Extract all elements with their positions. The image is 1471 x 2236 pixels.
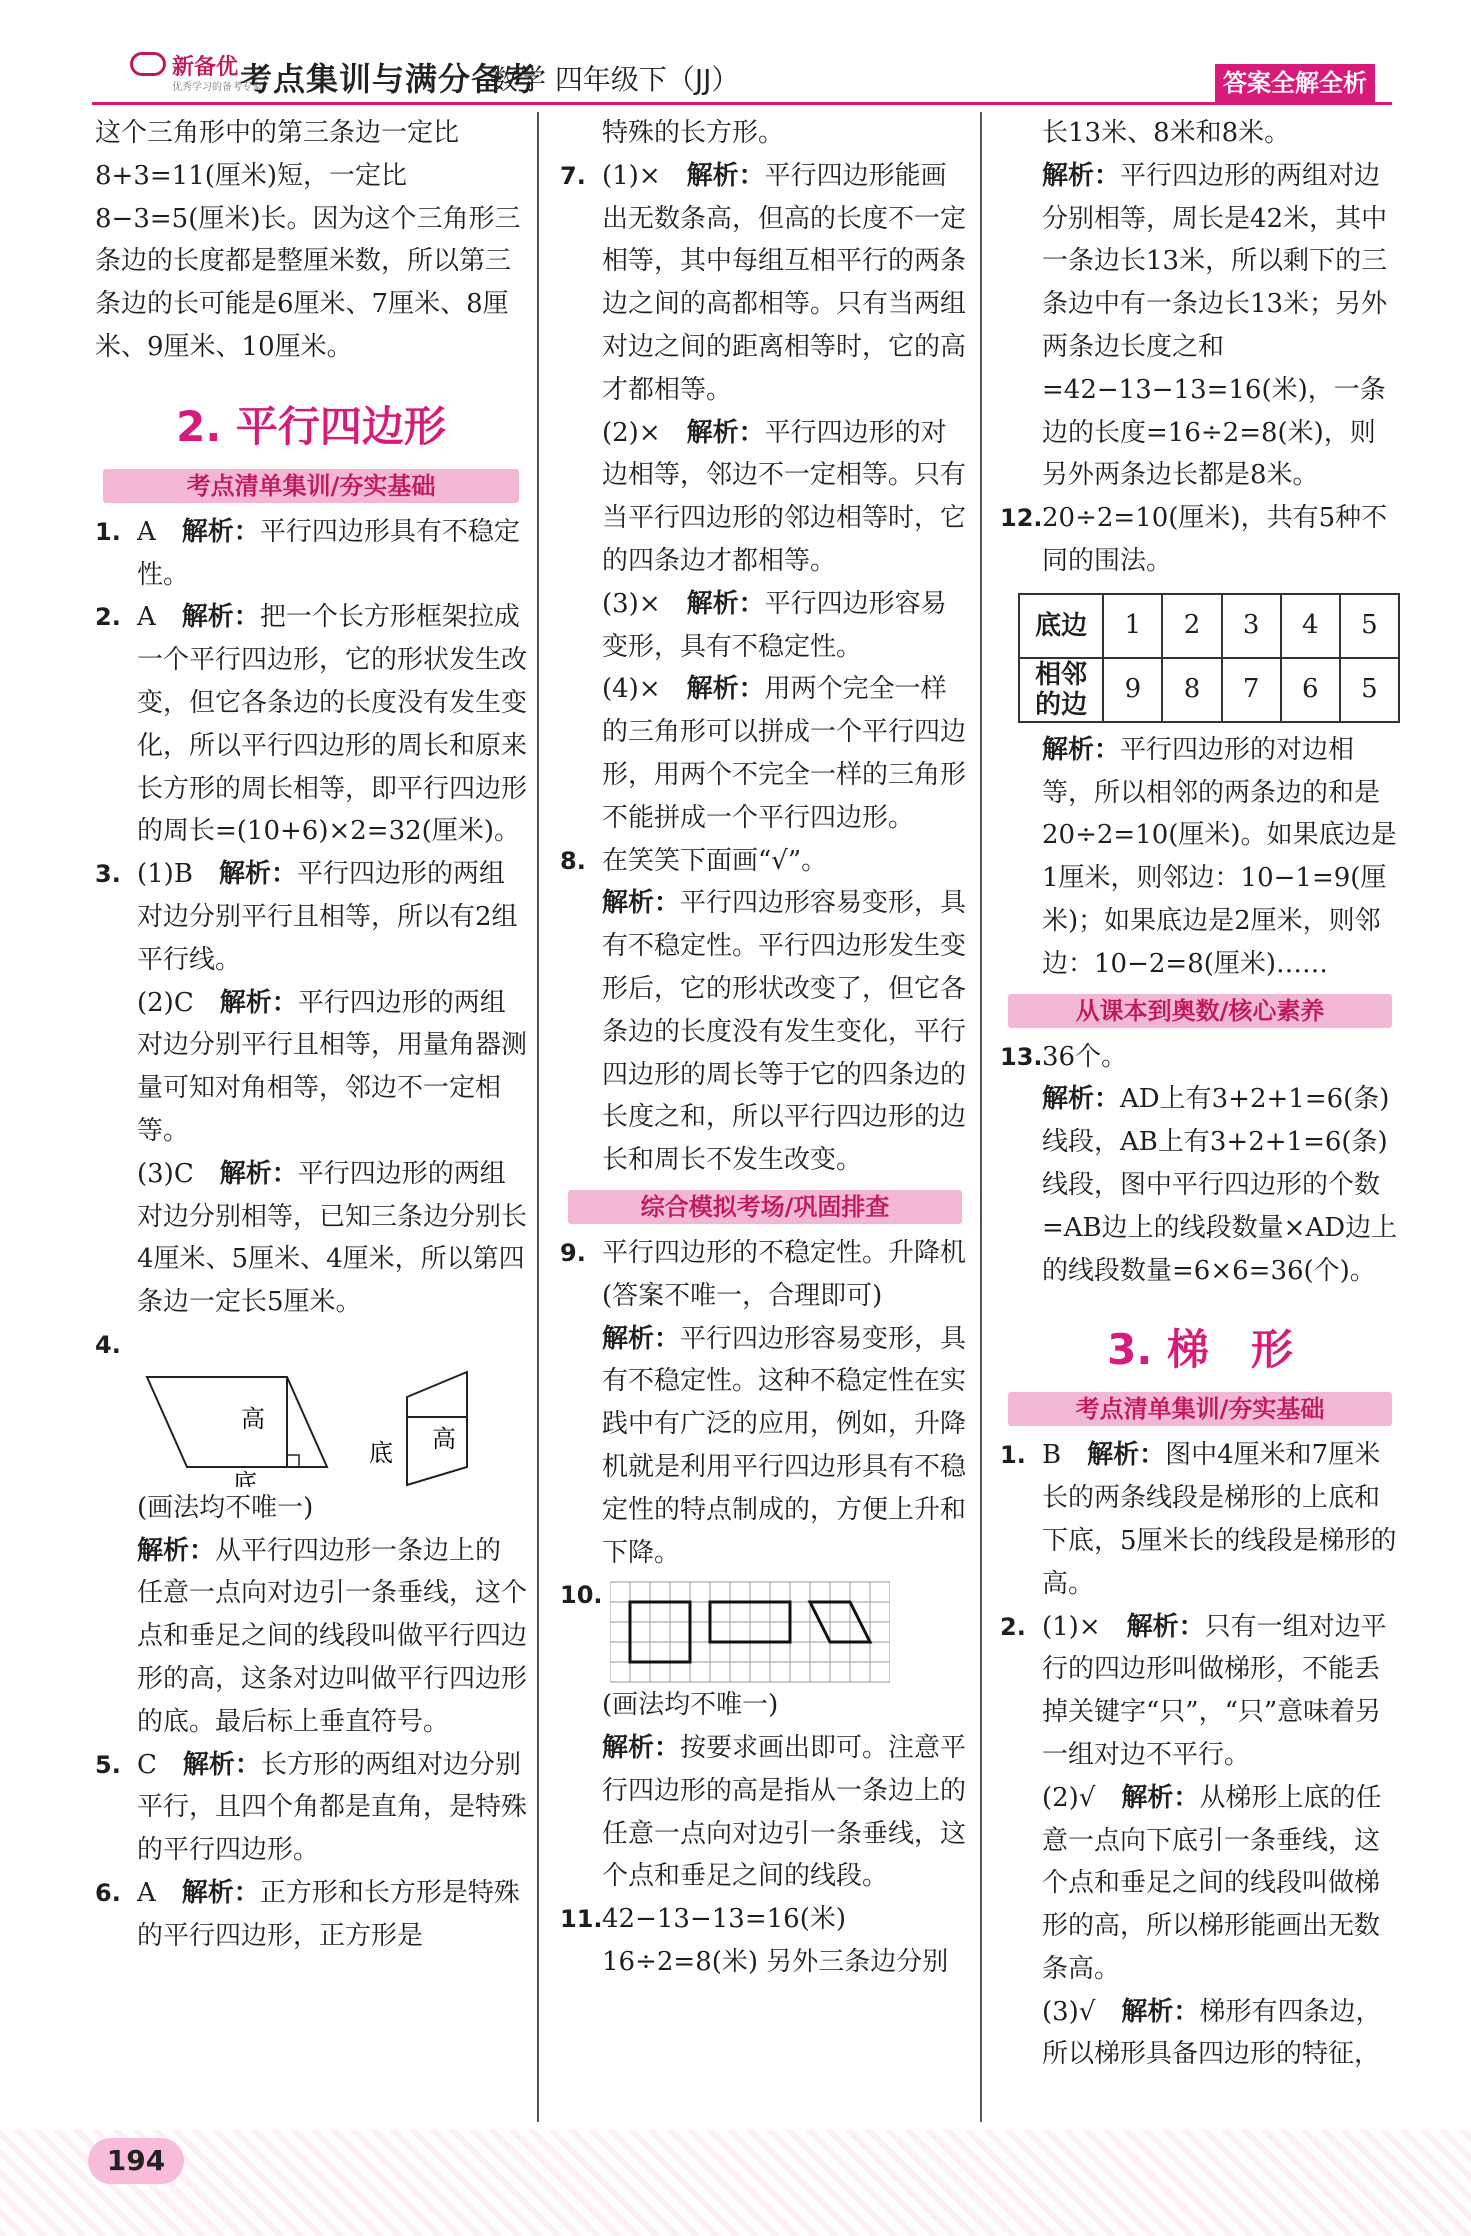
answer-item: (2)C 解析：平行四边形的两组对边分别平行且相等，用量角器测量可知对角相等，邻边不一定相等。 xyxy=(137,987,528,1146)
section-title: 2. 平行四边形 xyxy=(176,401,446,451)
height-label: 高 xyxy=(241,1404,265,1433)
column-divider xyxy=(537,112,539,2122)
section-banner: 从课本到奥数/核心素养 xyxy=(1008,994,1392,1028)
continued-text: 特殊的长方形。 xyxy=(602,118,785,148)
section-banner: 考点清单集训/夯实基础 xyxy=(1008,1392,1392,1426)
continued-text: 长13米、8米和8米。 xyxy=(1042,118,1291,148)
perimeter-table: 底边 1 2 3 4 5 相邻 的边 9 8 7 6 5 xyxy=(1018,593,1400,723)
page-number: 194 xyxy=(88,2138,184,2184)
column-3: 长13米、8米和8米。 解析：平行四边形的两组对边分别相等，周长是42米，其中一条边长13米，所以剩下的三条边中有一条边长13米；另外两条边长度之和=42−13−13=16(米)，一条边的长度=16÷2=8(米)，则另外两条边长都是8米。 12.20÷2=10(厘米)，共有5种不同的围法。 底边 1 2 3 4 5 相邻 的边 9 8 7 6 5 解析：平行四边形的对边相等，所以相邻的两条边的和是20÷2=10(厘米)。如果底边是1厘米，则邻边：10−1=9(厘米)；如果底边是2厘米，则邻边：10−2=8(厘米)…… 从课本到奥数/核心素养 13.36个。 解析：AD上有3+2+1=6(条)线段，AB上有3+2+1=6(条)线段，图中平行四边形的个数=AB边上的线段数量×AD边上的线段数量=6×6=36(个)。 3. 梯 形 考点清单集训/夯实基础 1. B 解析：图中4厘米和7厘米长的两条线段是梯形的上底和下底，5厘米长的线段是梯形的高。 2. (1)× 解析：只有一组对边平行的四边形叫做梯形，不能丢掉关键字“只”，“只”意味着另一组对边不平行。 (2)√ 解析：从梯形上底的任意一点向下底引一条垂线，这个点和垂足之间的线段叫做梯形的高，所以梯形能画出无数条高。 (3)√ 解析：梯形有四条边，所以梯形具备四边形的特征， xyxy=(1000,112,1400,2076)
answer-item: 解析：平行四边形容易变形，具有不稳定性。这种不稳定性在实践中有广泛的应用，例如，升降机就是利用平行四边形具有不稳定性的特点制成的，方便上升和下降。 xyxy=(602,1323,967,1568)
answer-item: (3)√ 解析：梯形有四条边，所以梯形具备四边形的特征， xyxy=(1042,1996,1382,2070)
column-1 xyxy=(95,112,527,1957)
footer-pattern xyxy=(0,2130,1471,2236)
answer-item-10: 10. (画法均不唯一) 解析：按要求画出即可。注意平行四边形的高是指从一条边上的任意一点向对边引一条垂线，这个点和垂足之间的线段。 xyxy=(560,1574,970,1898)
book-title: 考点集训与满分备考 xyxy=(240,60,538,98)
answer-list xyxy=(95,511,527,1324)
brand-slogan: 优秀学习的备考专家 xyxy=(172,82,262,93)
intro-text: 这个三角形中的第三条边一定比8+3=11(厘米)短，一定比8−3=5(厘米)长。因为这个三角形三条边的长度都是整厘米数，所以第三条边的长可能是6厘米、7厘米、8厘米、9厘米、10厘米。 xyxy=(95,118,521,362)
answer-item: 1. B 解析：图中4厘米和7厘米长的两条线段是梯形的上底和下底，5厘米长的线段是梯形的高。 xyxy=(1000,1440,1397,1599)
answer-item-4: 4. 高 底 高 底 (画法均不唯一) 解析：从平行四边形一条边上的任意一点向对边引一条垂线，这个点和垂足之间的线段叫做平行四边形的高，这条对边叫做平行四边形的底。最后标上垂直符号。 xyxy=(95,1330,528,1737)
drawing-note: (画法均不唯一) xyxy=(137,1492,314,1523)
parallelogram-figures xyxy=(137,1367,527,1487)
answer-item: (2)√ 解析：从梯形上底的任意一点向下底引一条垂线，这个点和垂足之间的线段叫做梯形的高，所以梯形能画出无数条高。 xyxy=(1042,1782,1382,1984)
answer-item: 解析：平行四边形容易变形，具有不稳定性。平行四边形发生变形后，它的形状改变了，但它各条边的长度没有发生变化，平行四边形的周长等于它的四条边的长度之和，所以平行四边形的边长和周长不发生改变。 xyxy=(602,888,967,1176)
column-2 xyxy=(560,112,970,1984)
brand-logo-icon xyxy=(130,52,166,76)
answer-item: 8. 在笑笑下面画“√”。 xyxy=(560,845,815,876)
answer-item: 1. A 解析：平行四边形具有不稳定性。 xyxy=(95,516,520,590)
page-header xyxy=(0,0,1471,110)
header-rule xyxy=(92,102,1392,105)
answer-item: (2)× 解析：平行四边形的对边相等，邻边不一定相等。只有当平行四边形的邻边相等时，它的四条边才都相等。 xyxy=(602,417,967,576)
answer-item: 2. (1)× 解析：只有一组对边平行的四边形叫做梯形，不能丢掉关键字“只”，“只”意味着另一组对边不平行。 xyxy=(1000,1611,1387,1770)
base-label: 底 xyxy=(369,1438,393,1467)
height-label: 高 xyxy=(432,1424,456,1453)
base-label: 底 xyxy=(233,1468,257,1487)
column-divider xyxy=(980,112,982,2122)
answer-item: 6. A 解析：正方形和长方形是特殊的平行四边形，正方形是 xyxy=(95,1877,520,1951)
answer-list xyxy=(560,1232,970,1574)
answer-tag: 答案全解全析 xyxy=(1215,64,1375,102)
answer-item: (4)× 解析：用两个完全一样的三角形可以拼成一个平行四边形，用两个不完全一样的三角形不能拼成一个平行四边形。 xyxy=(602,674,967,833)
grid-drawing xyxy=(610,1574,890,1684)
answer-item-11: 11.42−13−13=16(米) 16÷2=8(米) 另外三条边分别 xyxy=(560,1904,949,1978)
drawing-note: (画法均不唯一) xyxy=(602,1690,779,1721)
answer-list xyxy=(95,1744,527,1958)
answer-item: 2. A 解析：把一个长方形框架拉成一个平行四边形，它的形状发生改变，但它各条边的长度没有发生变化，所以平行四边形的周长和原来长方形的周长相等，即平行四边形的周长=(10+6)×2=32(厘米)。 xyxy=(95,602,528,847)
answer-item: (3)× 解析：平行四边形容易变形，具有不稳定性。 xyxy=(602,588,947,662)
answer-item: 9. 平行四边形的不稳定性。升降机(答案不唯一，合理即可) xyxy=(560,1237,967,1311)
section-banner: 考点清单集训/夯实基础 xyxy=(103,469,519,503)
answer-item: (3)C 解析：平行四边形的两组对边分别相等，已知三条边分别长4厘米、5厘米、4厘米，所以第四条边一定长5厘米。 xyxy=(137,1158,528,1318)
answer-item: 3. (1)B 解析：平行四边形的两组对边分别平行且相等，所以有2组平行线。 xyxy=(95,859,518,975)
answer-item: 7. (1)× 解析：平行四边形能画出无数条高，但高的长度不一定相等，其中每组互相平行的两条边之间的高都相等。只有当两组对边之间的距离相等时，它的高才都相等。 xyxy=(560,160,967,405)
section-title: 3. 梯 形 xyxy=(1107,1325,1293,1375)
section-banner: 综合模拟考场/巩固排查 xyxy=(568,1190,962,1224)
brand-name: 新备优 xyxy=(172,55,239,80)
answer-item-13: 13.36个。 解析：AD上有3+2+1=6(条)线段，AB上有3+2+1=6(条)线段，图中平行四边形的个数=AB边上的线段数量×AD边上的线段数量=6×6=36(个)。 xyxy=(1000,1041,1398,1286)
answer-item: 5. C 解析：长方形的两组对边分别平行，且四个角都是直角，是特殊的平行四边形。 xyxy=(95,1749,528,1866)
answer-list xyxy=(560,155,970,1182)
answer-list xyxy=(1000,1434,1400,2076)
book-subject: 数学 四年级下（JJ） xyxy=(490,63,740,96)
